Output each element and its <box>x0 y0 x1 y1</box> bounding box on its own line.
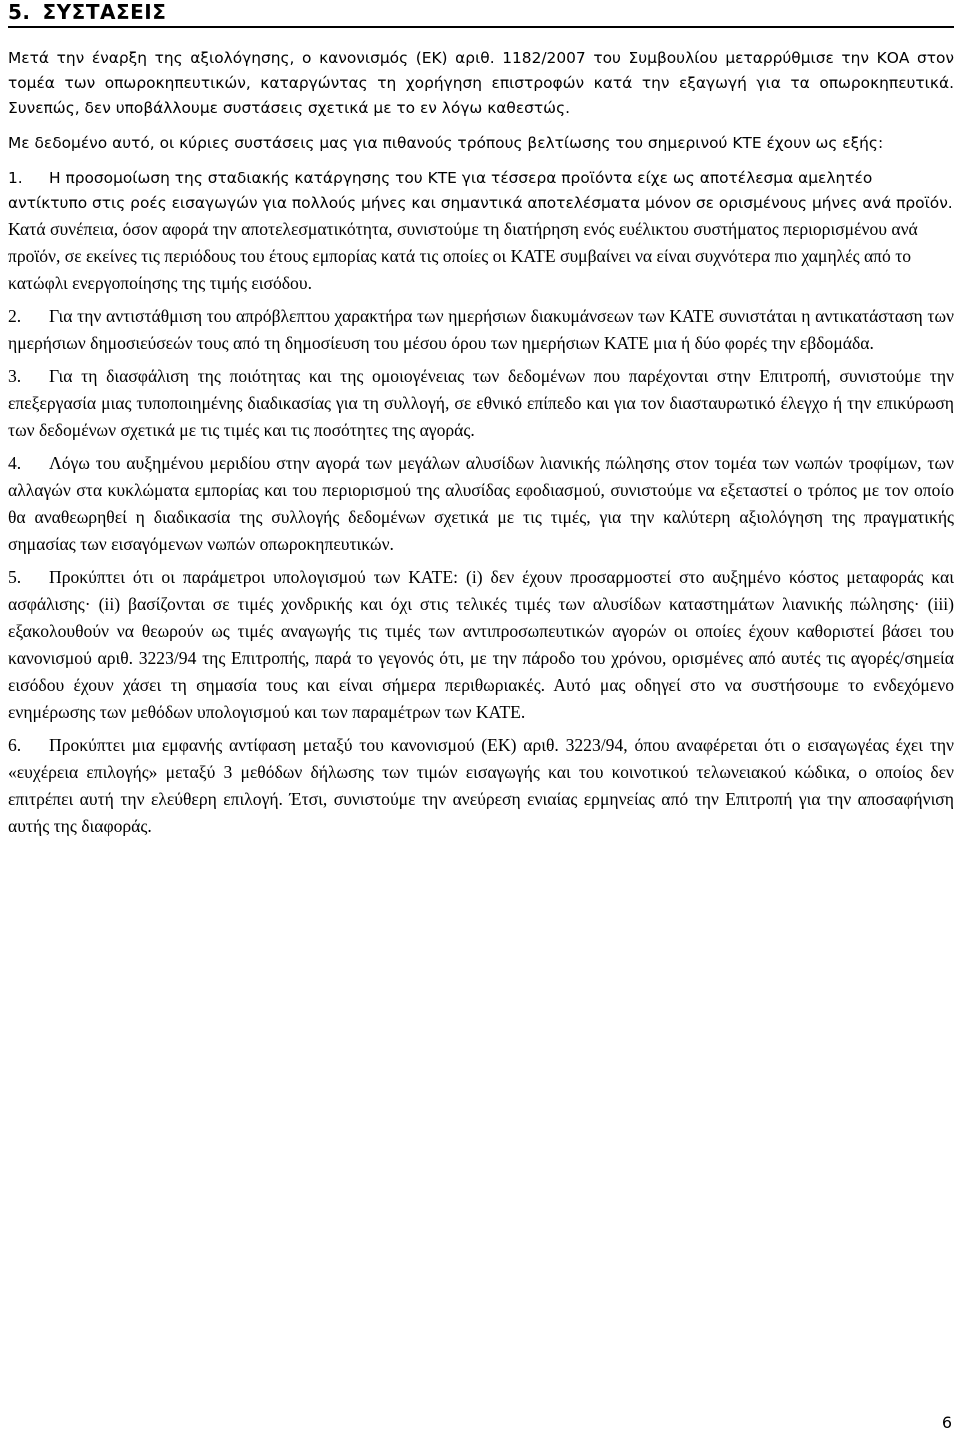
list-item <box>8 450 954 558</box>
item-text <box>8 166 954 297</box>
document-page <box>8 0 954 846</box>
list-item <box>8 166 954 297</box>
intro-paragraph: Μετά την έναρξη της αξιολόγησης, ο κανονισμός (ΕΚ) αριθ. 1182/2007 του Συμβουλίου μεταρρύθμισε την ΚΟΑ στον τομέα των οπωροκηπευτικών, καταργώντας τη χορήγηση επιστροφών κατά την εξαγωγή για τα οπωροκηπευτικά. Συνεπώς, δεν υποβάλλουμε συστάσεις σχετικά με το εν λόγω καθεστώς. <box>8 49 954 117</box>
lead-in-paragraph: Με δεδομένο αυτό, οι κύριες συστάσεις μας για πιθανούς τρόπους βελτίωσης του σημερινού ΚΤΕ έχουν ως εξής: <box>8 134 884 152</box>
item-number: 1. <box>8 169 23 187</box>
item-text: Για την αντιστάθμιση του απρόβλεπτου χαρακτήρα των ημερήσιων διακυμάνσεων των ΚΑΤΕ συνιστάται η αντικατάσταση των ημερήσιων δημοσιεύσεών τους από τη δημοσίευση του μέσου όρου των ημερήσιων ΚΑΤΕ μια ή δύο φορές την εβδομάδα. <box>8 306 954 353</box>
recommendations-list <box>8 166 954 840</box>
item-text: Προκύπτει μια εμφανής αντίφαση μεταξύ του κανονισμού (ΕΚ) αριθ. 3223/94, όπου αναφέρεται ότι ο εισαγωγέας έχει την «ευχέρεια επιλογής» μεταξύ 3 μεθόδων δήλωσης των τιμών εισαγωγής και του κοινοτικού τελωνειακού κώδικα, ο οποίος δεν επιτρέπει αυτή την ελεύθερη επιλογή. Έτσι, συνιστούμε την ανεύρεση ενιαίας ερμηνείας από την Επιτροπή για την αποσαφήνιση αυτής της διαφοράς. <box>8 735 954 836</box>
list-item <box>8 363 954 444</box>
item-number: 3. <box>8 366 22 386</box>
item-text: Για τη διασφάλιση της ποιότητας και της ομοιογένειας των δεδομένων που παρέχονται στην Επιτροπή, συνιστούμε την επεξεργασία μιας τυποποιημένης διαδικασίας για τη συλλογή, σε εθνικό επίπεδο και για τον διασταυρωτικό έλεγχο ή την επικύρωση των δεδομένων σχετικά με τις τιμές και τις ποσότητες της αγοράς. <box>8 366 954 440</box>
item-text-part-2: Κατά συνέπεια, όσον αφορά την αποτελεσματικότητα, συνιστούμε τη διατήρηση ενός ευέλικτου συστήματος περιορισμένου ανά προϊόν, σε εκείνες τις περιόδους του έτους εμπορίας κατά τις οποίες οι ΚΑΤΕ συμβαίνει να είναι συχνότερα πιο χαμηλές από το κατώφλι ενεργοποίησης της τιμής εισόδου. <box>8 219 918 293</box>
list-item <box>8 564 954 726</box>
item-number: 4. <box>8 453 22 473</box>
section-title: ΣΥΣΤΑΣΕΙΣ <box>42 0 167 24</box>
list-item <box>8 732 954 840</box>
heading-underline <box>8 26 954 28</box>
page-number: 6 <box>941 1413 952 1432</box>
list-item <box>8 303 954 357</box>
item-text: Προκύπτει ότι οι παράμετροι υπολογισμού των ΚΑΤΕ: (i) δεν έχουν προσαρμοστεί στο αυξημένο κόστος μεταφοράς και ασφάλισης· (ii) βασίζονται σε τιμές χονδρικής και όχι στις τελικές τιμές των αλυσίδων καταστημάτων λιανικής πώλησης· (iii) εξακολουθούν να θεωρούν ως τιμές αναγωγής τις τιμές των αντιπροσωπευτικών αγορών οι οποίες έχουν καθοριστεί βάσει του κανονισμού αριθ. 3223/94 της Επιτροπής, παρά το γεγονός ότι, με την πάροδο του χρόνου, ορισμένες από αυτές τις αγορές/σημεία εισόδου έχουν χάσει τη σημασία τους και είναι σήμερα περιθωριακές. Αυτό μας οδηγεί στο να συστήσουμε το ενδεχόμενο ενημέρωσης των μεθόδων υπολογισμού και των παραμέτρων των ΚΑΤΕ. <box>8 567 954 722</box>
section-number: 5. <box>8 0 31 24</box>
section-heading-row <box>8 0 954 46</box>
item-text: Λόγω του αυξημένου μεριδίου στην αγορά των μεγάλων αλυσίδων λιανικής πώλησης στον τομέα των νωπών τροφίμων, των αλλαγών στα κυκλώματα εμπορίας και του περιορισμού της αλυσίδας εφοδιασμού, συνιστούμε να εξεταστεί ο τρόπος με τον οποίο θα αναθεωρηθεί η διαδικασία της συλλογής δεδομένων σχετικά με τις τιμές, για την καλύτερη αξιολόγηση της πραγματικής σημασίας των εισαγόμενων νωπών οπωροκηπευτικών. <box>8 453 954 554</box>
item-text-part-1: Η προσομοίωση της σταδιακής κατάργησης του ΚΤΕ για τέσσερα προϊόντα είχε ως αποτέλεσμα αμελητέο αντίκτυπο στις ροές εισαγωγών για πολλούς μήνες και σημαντικά αποτελέσματα μόνον σε ορισμένους μήνες ανά προϊόν. <box>8 169 953 212</box>
item-number: 2. <box>8 306 22 326</box>
item-number: 6. <box>8 735 22 755</box>
item-number: 5. <box>8 567 22 587</box>
section-heading <box>8 0 166 24</box>
